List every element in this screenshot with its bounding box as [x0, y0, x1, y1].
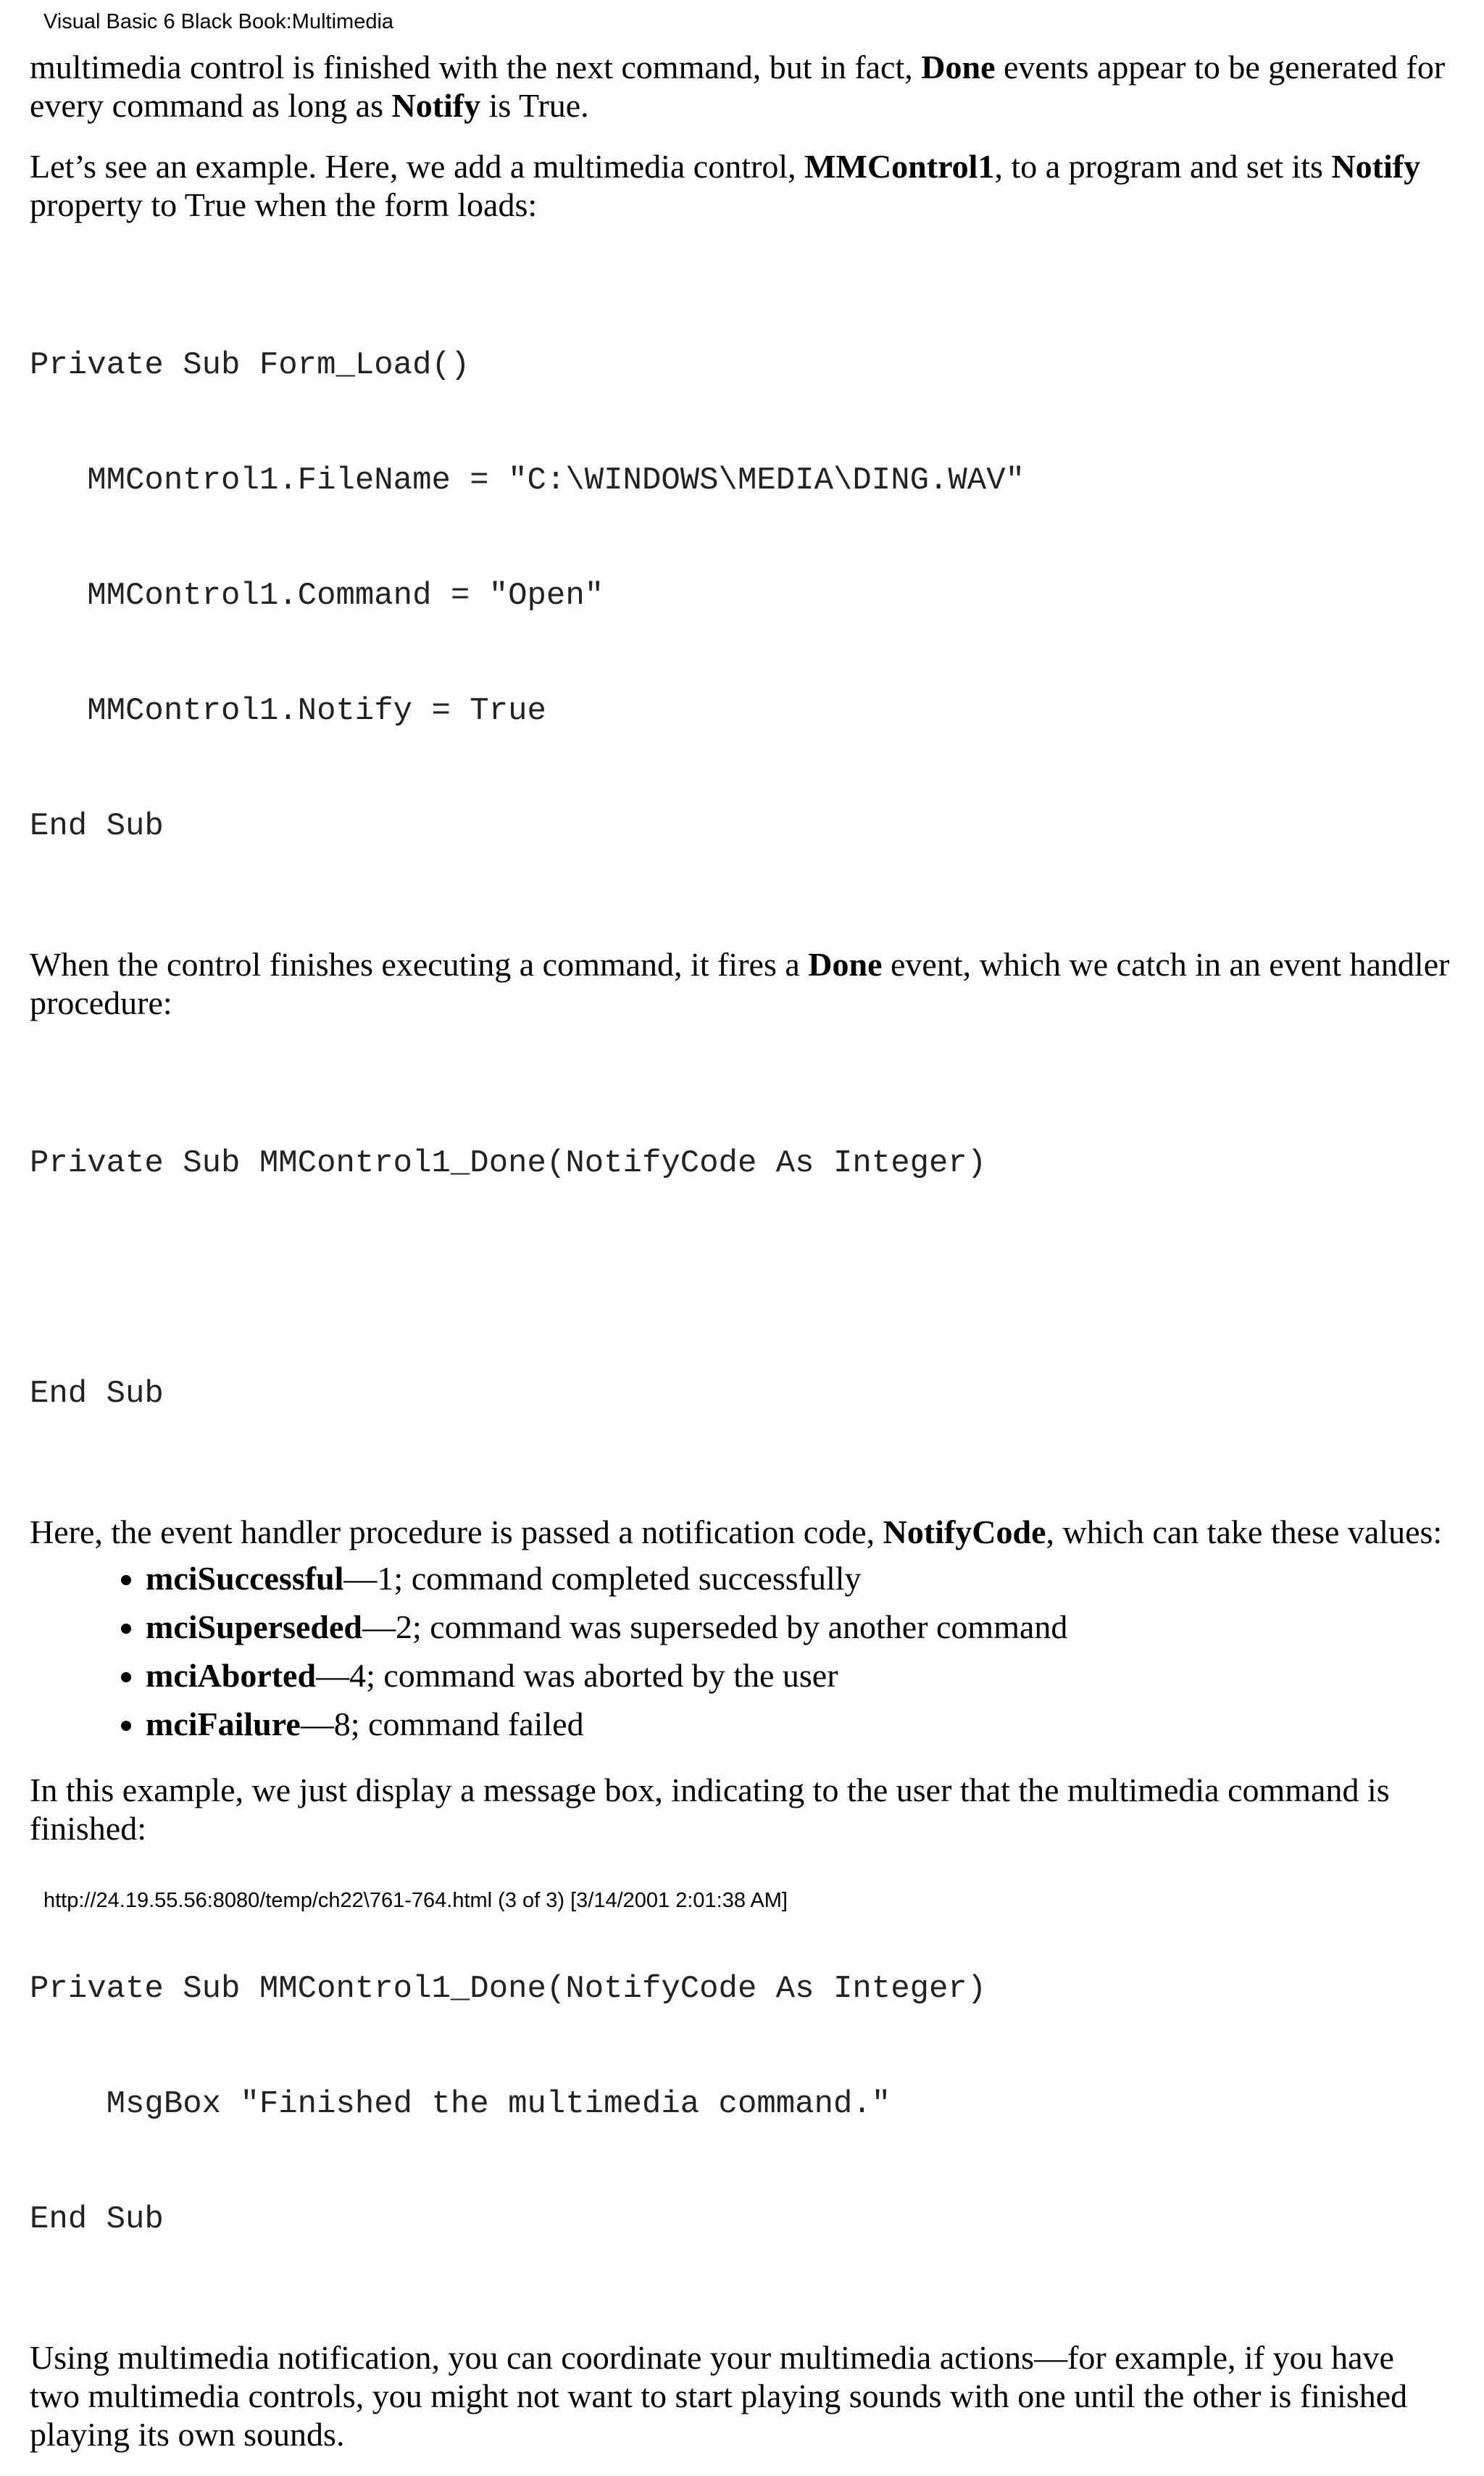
- keyword-done: Done: [808, 946, 883, 983]
- code-block-done-handler-empty: [30, 1068, 1450, 1490]
- constant-name: mciFailure: [146, 1706, 301, 1742]
- text: event, which we catch in an event handler procedure:: [30, 946, 1450, 1021]
- code-line: Private Sub Form_Load(): [30, 347, 470, 383]
- constant-description: —8; command failed: [300, 1706, 584, 1742]
- constant-name: mciAborted: [146, 1657, 317, 1694]
- code-line: End Sub: [30, 808, 164, 844]
- code-line: MMControl1.Notify = True: [30, 693, 546, 729]
- document-content: [30, 48, 1450, 2476]
- constant-name: mciSuccessful: [146, 1560, 344, 1597]
- paragraph-coordination: Using multimedia notification, you can coordinate your multimedia actions—for example, if you have two multimedia controls, you might not want to start playing sounds with one until the other is finished playing its own sounds.: [30, 2339, 1408, 2453]
- text: , to a program and set its: [994, 148, 1332, 185]
- code-line: MMControl1.FileName = "C:\WINDOWS\MEDIA\DING.WAV": [30, 462, 1025, 499]
- paragraph-message-box-example: In this example, we just display a message box, indicating to the user that the multimedia command is finished:: [30, 1771, 1390, 1847]
- text: is True.: [480, 87, 589, 124]
- code-line: End Sub: [30, 1376, 164, 1412]
- list-item: [146, 1651, 1450, 1700]
- code-block-done-handler-msgbox: [30, 1893, 1450, 2316]
- text: , which can take these values:: [1046, 1513, 1443, 1550]
- keyword-notifycode: NotifyCode: [883, 1513, 1046, 1550]
- text: multimedia control is finished with the next command, but in fact,: [30, 49, 922, 86]
- code-line: Private Sub MMControl1_Done(NotifyCode As Integer): [30, 1971, 987, 2007]
- code-line: MsgBox "Finished the multimedia command.": [30, 2086, 891, 2122]
- constant-name: mciSuperseded: [146, 1608, 362, 1645]
- constant-description: —1; command completed successfully: [343, 1560, 862, 1597]
- code-line: End Sub: [30, 2201, 164, 2238]
- text: Let’s see an example. Here, we add a multimedia control,: [30, 148, 805, 185]
- text: events appear to be generated for every command as long as: [30, 49, 1446, 124]
- keyword-notify: Notify: [1331, 148, 1421, 185]
- keyword-notify: Notify: [391, 87, 481, 124]
- paragraph-notify-code: [30, 1513, 1450, 1551]
- code-line: MMControl1.Command = "Open": [30, 578, 604, 614]
- list-item: [146, 1700, 1450, 1748]
- page-footer-url: http://24.19.55.56:8080/temp/ch22\761-764.html (3 of 3) [3/14/2001 2:01:38 AM]: [43, 1889, 788, 1912]
- code-block-form-load: [30, 270, 1450, 923]
- code-line: Private Sub MMControl1_Done(NotifyCode As Integer): [30, 1145, 987, 1181]
- page-header-title: Visual Basic 6 Black Book:Multimedia: [43, 10, 394, 33]
- paragraph-done-events: [30, 48, 1450, 125]
- list-item: [146, 1603, 1450, 1651]
- paragraph-example-intro: [30, 147, 1450, 224]
- notify-code-list: [30, 1554, 1450, 1748]
- list-item: [146, 1554, 1450, 1603]
- constant-description: —4; command was aborted by the user: [316, 1657, 838, 1694]
- text: property to True when the form loads:: [30, 186, 538, 223]
- keyword-done: Done: [921, 49, 996, 86]
- text: Here, the event handler procedure is passed a notification code,: [30, 1513, 883, 1550]
- paragraph-done-event-handler: [30, 945, 1450, 1022]
- constant-description: —2; command was superseded by another command: [362, 1608, 1068, 1645]
- keyword-mmcontrol1: MMControl1: [804, 148, 995, 185]
- text: When the control finishes executing a command, it fires a: [30, 946, 809, 983]
- code-blank-line: [30, 1260, 1450, 1298]
